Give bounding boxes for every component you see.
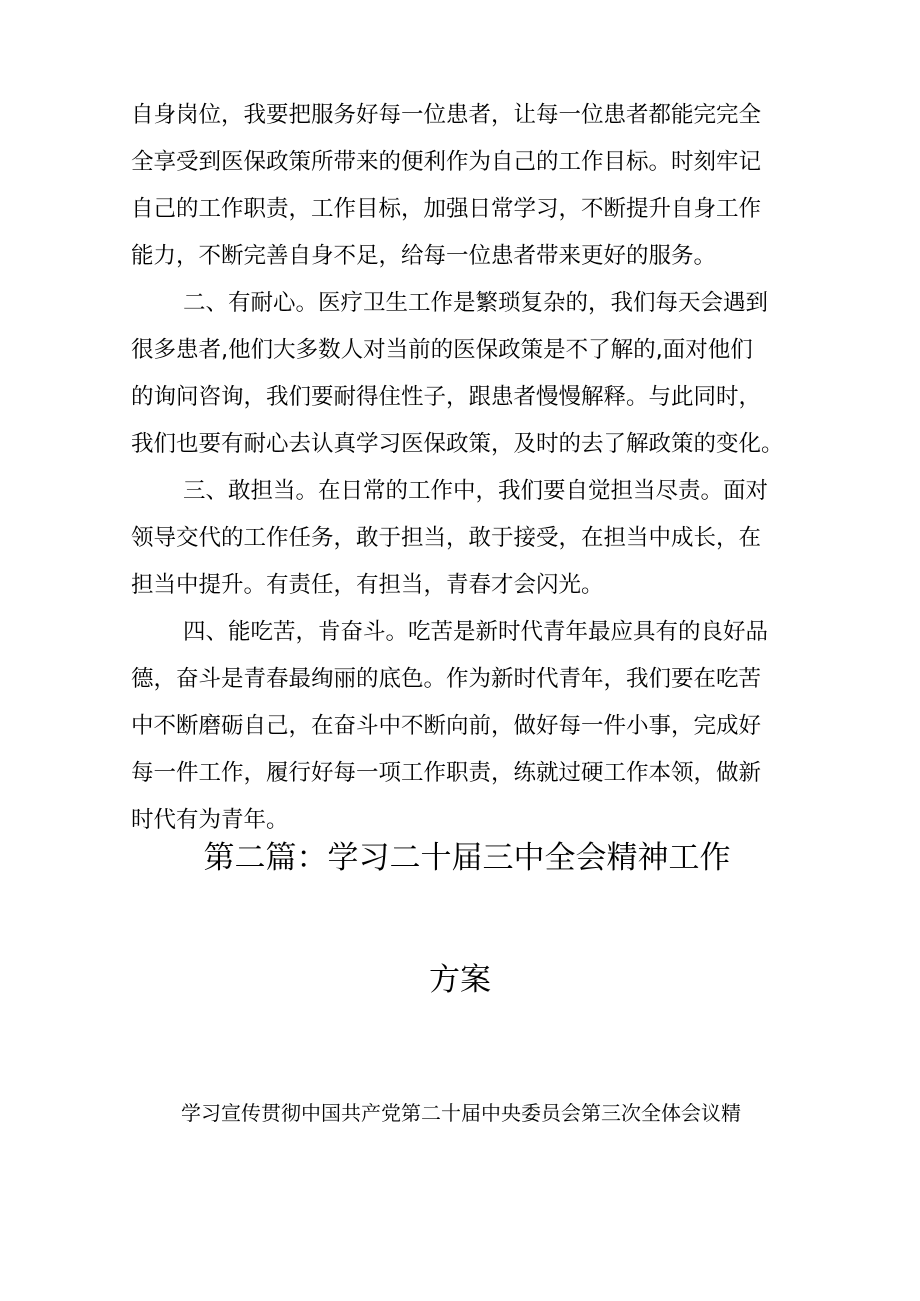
text-line: 的询问咨询，我们要耐得住性子，跟患者慢慢解释。与此同时， — [131, 384, 762, 410]
text-line: 自己的工作职责，工作目标，加强日常学习，不断提升自身工作 — [131, 196, 762, 222]
paragraph-responsibility — [131, 468, 793, 609]
text-line: 全享受到医保政策所带来的便利作为自己的工作目标。时刻牢记 — [131, 149, 762, 175]
text-line: 担当中提升。有责任，有担当，青春才会闪光。 — [131, 572, 604, 598]
section-title-line-1: 第二篇：学习二十届三中全会精神工作 — [203, 840, 731, 876]
text-line: 中不断磨砺自己，在奋斗中不断向前，做好每一件小事，完成好 — [131, 713, 762, 739]
section-title-line-2: 方案 — [429, 962, 491, 998]
text-line: 每一件工作，履行好每一项工作职责，练就过硬工作本领，做新 — [131, 760, 762, 786]
paragraph-hard-work — [131, 609, 793, 844]
paragraph-patience — [131, 280, 793, 468]
body-text — [131, 92, 793, 844]
text-line: 时代有为青年。 — [131, 807, 289, 833]
text-line: 领导交代的工作任务，敢于担当，敢于接受，在担当中成长，在 — [131, 525, 762, 551]
text-line: 四、能吃苦，肯奋斗。吃苦是新时代青年最应具有的良好品 — [183, 619, 769, 645]
text-line: 三、敢担当。在日常的工作中，我们要自觉担当尽责。面对 — [183, 478, 769, 504]
text-line: 二、有耐心。医疗卫生工作是繁琐复杂的，我们每天会遇到 — [183, 290, 769, 316]
text-line: 很多患者,他们大多数人对当前的医保政策是不了解的,面对他们 — [131, 337, 753, 363]
text-line: 自身岗位，我要把服务好每一位患者，让每一位患者都能完完全 — [131, 102, 762, 128]
intro-paragraph-line: 学习宣传贯彻中国共产党第二十届中央委员会第三次全体会议精 — [181, 1101, 741, 1125]
text-line: 我们也要有耐心去认真学习医保政策，及时的去了解政策的变化。 — [131, 431, 784, 457]
paragraph-service-goal — [131, 92, 793, 280]
text-line: 能力，不断完善自身不足，给每一位患者带来更好的服务。 — [131, 243, 717, 269]
text-line: 德，奋斗是青春最绚丽的底色。作为新时代青年，我们要在吃苦 — [131, 666, 762, 692]
